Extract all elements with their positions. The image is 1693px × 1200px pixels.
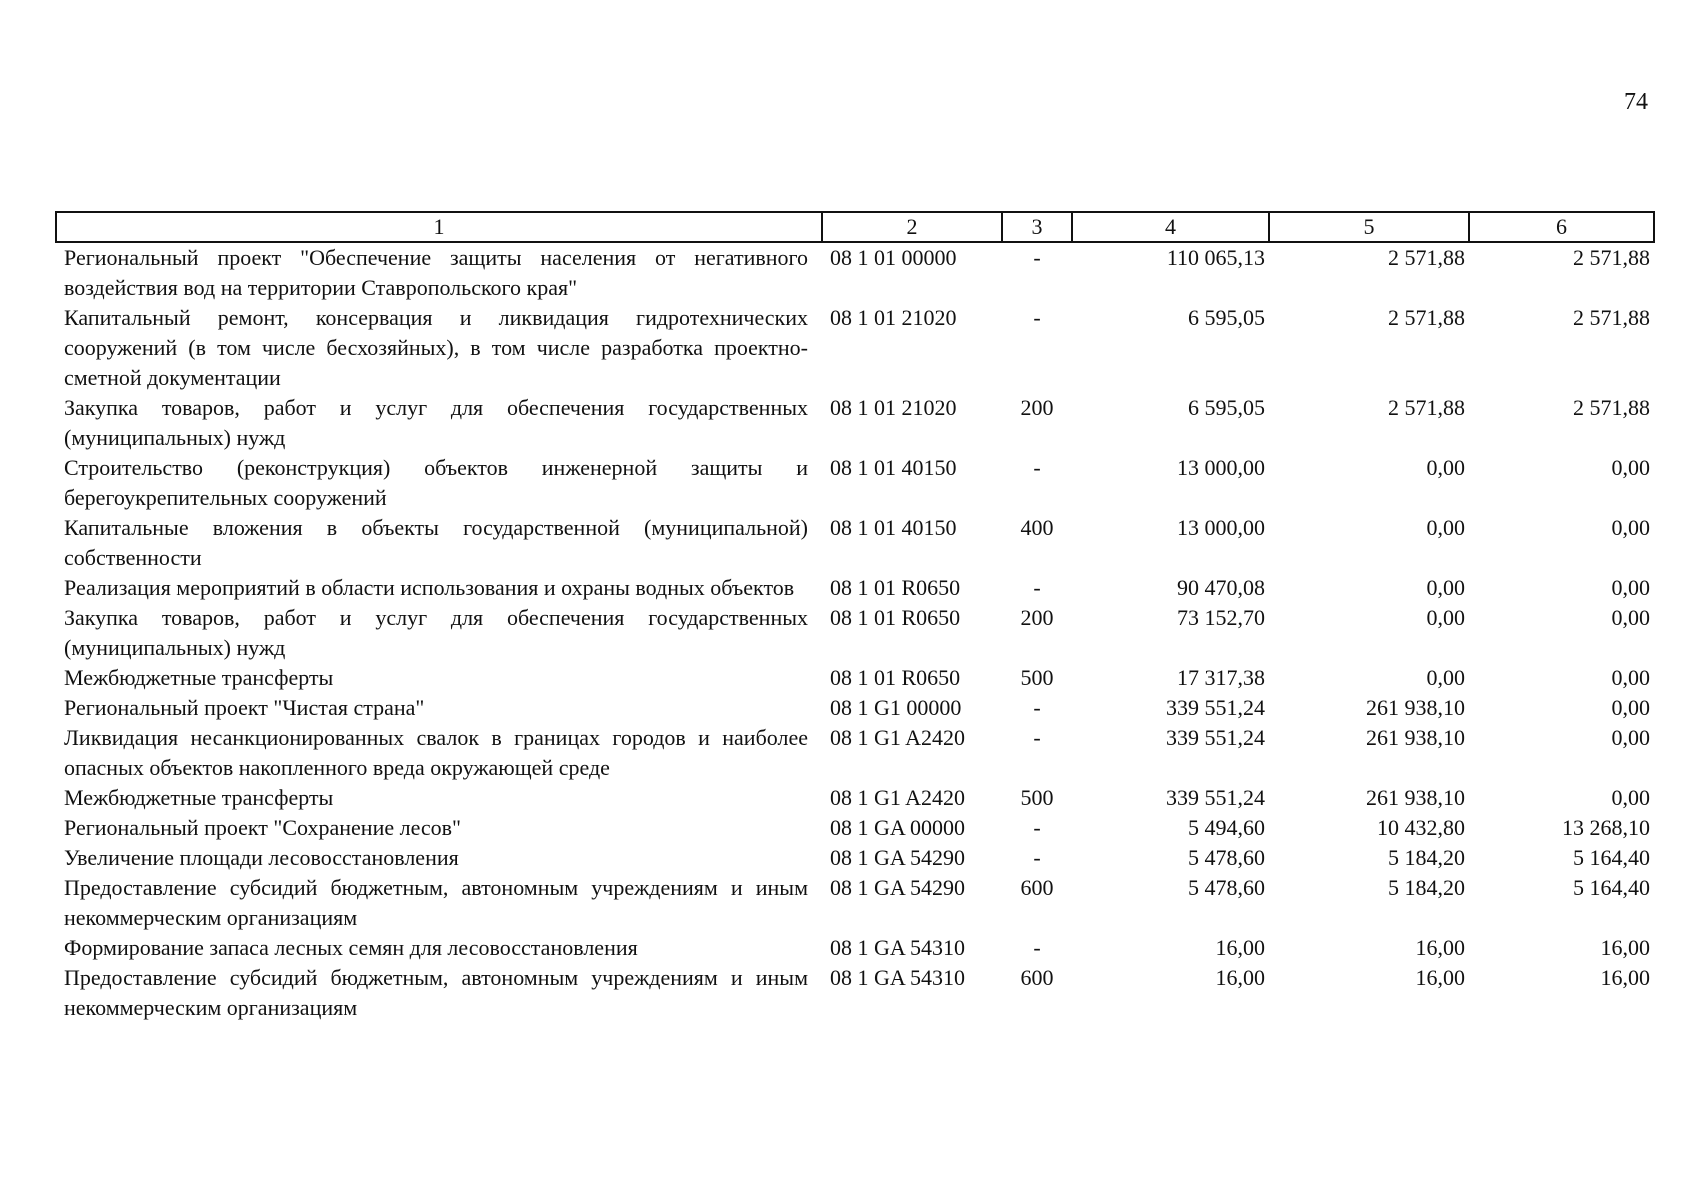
row-name: Региональный проект "Обеспечение защиты населения от негативного воздействия вод на территории Ставропольского края" xyxy=(64,245,808,300)
header-col-3: 3 xyxy=(1002,212,1072,242)
row-expense-type: - xyxy=(1033,575,1041,600)
table-row xyxy=(56,393,1654,453)
row-name: Межбюджетные трансферты xyxy=(64,665,334,690)
table-row xyxy=(56,513,1654,573)
row-code: 08 1 GA 54310 xyxy=(830,965,966,990)
row-name: Капитальные вложения в объекты государственной (муниципальной) собственности xyxy=(64,515,808,570)
row-value-2: 0,00 xyxy=(1426,575,1465,600)
header-col-6: 6 xyxy=(1469,212,1654,242)
table-row xyxy=(56,723,1654,783)
row-expense-type: 400 xyxy=(1020,515,1054,540)
row-value-1: 339 551,24 xyxy=(1166,785,1265,810)
row-code: 08 1 01 R0650 xyxy=(830,665,961,690)
row-code: 08 1 01 R0650 xyxy=(830,575,961,600)
row-name: Региональный проект "Сохранение лесов" xyxy=(64,815,462,840)
table-row xyxy=(56,603,1654,663)
budget-table-container xyxy=(55,211,1653,1023)
row-value-3: 0,00 xyxy=(1611,455,1650,480)
table-row xyxy=(56,963,1654,1023)
table-row xyxy=(56,813,1654,843)
row-expense-type: 200 xyxy=(1020,605,1054,630)
row-value-1: 16,00 xyxy=(1215,935,1265,960)
row-code: 08 1 G1 00000 xyxy=(830,695,962,720)
row-value-1: 5 478,60 xyxy=(1188,875,1265,900)
row-expense-type: - xyxy=(1033,815,1041,840)
table-body xyxy=(56,242,1654,1023)
row-value-1: 16,00 xyxy=(1215,965,1265,990)
row-name: Формирование запаса лесных семян для лесовосстановления xyxy=(64,935,638,960)
row-code: 08 1 GA 54290 xyxy=(830,875,966,900)
table-row xyxy=(56,783,1654,813)
row-value-3: 2 571,88 xyxy=(1573,245,1650,270)
row-name: Капитальный ремонт, консервация и ликвидация гидротехнических сооружений (в том числе бесхозяйных), в том числе разработка проектно-сметной документации xyxy=(64,305,808,390)
row-expense-type: - xyxy=(1033,935,1041,960)
row-value-3: 0,00 xyxy=(1611,695,1650,720)
row-value-2: 5 184,20 xyxy=(1388,845,1465,870)
row-value-2: 16,00 xyxy=(1415,965,1465,990)
row-expense-type: 200 xyxy=(1020,395,1054,420)
row-code: 08 1 01 21020 xyxy=(830,305,957,330)
row-name: Строительство (реконструкция) объектов инженерной защиты и берегоукрепительных сооружений xyxy=(64,455,808,510)
row-name: Увеличение площади лесовосстановления xyxy=(64,845,459,870)
row-name: Закупка товаров, работ и услуг для обеспечения государственных (муниципальных) нужд xyxy=(64,395,808,450)
row-name: Межбюджетные трансферты xyxy=(64,785,334,810)
row-value-1: 339 551,24 xyxy=(1166,725,1265,750)
row-name: Ликвидация несанкционированных свалок в границах городов и наиболее опасных объектов накопленного вреда окружающей среде xyxy=(64,725,808,780)
row-value-3: 0,00 xyxy=(1611,725,1650,750)
table-row xyxy=(56,453,1654,513)
row-name: Предоставление субсидий бюджетным, автономным учреждениям и иным некоммерческим организациям xyxy=(64,965,808,1020)
table-row xyxy=(56,573,1654,603)
row-code: 08 1 01 40150 xyxy=(830,455,957,480)
row-value-3: 2 571,88 xyxy=(1573,305,1650,330)
row-code: 08 1 01 40150 xyxy=(830,515,957,540)
row-expense-type: - xyxy=(1033,455,1041,480)
row-name: Региональный проект "Чистая страна" xyxy=(64,695,425,720)
row-value-3: 0,00 xyxy=(1611,575,1650,600)
budget-table xyxy=(55,211,1655,1023)
row-value-2: 261 938,10 xyxy=(1366,695,1465,720)
row-value-2: 0,00 xyxy=(1426,455,1465,480)
row-name: Закупка товаров, работ и услуг для обеспечения государственных (муниципальных) нужд xyxy=(64,605,808,660)
row-name: Предоставление субсидий бюджетным, автономным учреждениям и иным некоммерческим организациям xyxy=(64,875,808,930)
header-col-4: 4 xyxy=(1072,212,1269,242)
row-expense-type: 500 xyxy=(1020,785,1054,810)
table-row xyxy=(56,663,1654,693)
row-value-1: 90 470,08 xyxy=(1177,575,1265,600)
row-value-3: 0,00 xyxy=(1611,665,1650,690)
row-expense-type: - xyxy=(1033,725,1041,750)
row-value-1: 5 494,60 xyxy=(1188,815,1265,840)
row-value-1: 5 478,60 xyxy=(1188,845,1265,870)
row-value-3: 0,00 xyxy=(1611,605,1650,630)
table-row xyxy=(56,843,1654,873)
row-value-3: 2 571,88 xyxy=(1573,395,1650,420)
row-expense-type: 500 xyxy=(1020,665,1054,690)
header-col-2: 2 xyxy=(822,212,1002,242)
row-expense-type: - xyxy=(1033,245,1041,270)
row-value-3: 16,00 xyxy=(1600,935,1650,960)
row-code: 08 1 01 R0650 xyxy=(830,605,961,630)
row-value-2: 0,00 xyxy=(1426,605,1465,630)
row-value-2: 261 938,10 xyxy=(1366,725,1465,750)
row-value-2: 261 938,10 xyxy=(1366,785,1465,810)
row-code: 08 1 01 00000 xyxy=(830,245,957,270)
row-value-2: 10 432,80 xyxy=(1377,815,1465,840)
row-value-1: 339 551,24 xyxy=(1166,695,1265,720)
row-value-1: 13 000,00 xyxy=(1177,455,1265,480)
table-row xyxy=(56,303,1654,393)
row-expense-type: - xyxy=(1033,845,1041,870)
row-expense-type: 600 xyxy=(1020,965,1054,990)
row-value-2: 5 184,20 xyxy=(1388,875,1465,900)
row-code: 08 1 GA 54310 xyxy=(830,935,966,960)
row-value-3: 13 268,10 xyxy=(1562,815,1650,840)
row-value-1: 17 317,38 xyxy=(1177,665,1265,690)
table-row xyxy=(56,242,1654,303)
row-value-1: 6 595,05 xyxy=(1188,305,1265,330)
row-value-2: 16,00 xyxy=(1415,935,1465,960)
page-number: 74 xyxy=(1624,89,1648,115)
row-value-1: 73 152,70 xyxy=(1177,605,1265,630)
header-col-1: 1 xyxy=(56,212,822,242)
row-code: 08 1 GA 54290 xyxy=(830,845,966,870)
row-value-3: 0,00 xyxy=(1611,515,1650,540)
table-header xyxy=(56,212,1654,242)
row-value-2: 2 571,88 xyxy=(1388,245,1465,270)
row-code: 08 1 01 21020 xyxy=(830,395,957,420)
row-value-2: 0,00 xyxy=(1426,665,1465,690)
row-code: 08 1 G1 A2420 xyxy=(830,725,966,750)
table-row xyxy=(56,933,1654,963)
row-value-3: 0,00 xyxy=(1611,785,1650,810)
row-value-3: 5 164,40 xyxy=(1573,875,1650,900)
row-value-1: 110 065,13 xyxy=(1166,245,1265,270)
row-code: 08 1 GA 00000 xyxy=(830,815,966,840)
table-row xyxy=(56,693,1654,723)
row-value-2: 2 571,88 xyxy=(1388,395,1465,420)
row-expense-type: - xyxy=(1033,305,1041,330)
row-value-2: 0,00 xyxy=(1426,515,1465,540)
row-value-2: 2 571,88 xyxy=(1388,305,1465,330)
row-expense-type: 600 xyxy=(1020,875,1054,900)
table-row xyxy=(56,873,1654,933)
row-expense-type: - xyxy=(1033,695,1041,720)
row-value-1: 6 595,05 xyxy=(1188,395,1265,420)
header-col-5: 5 xyxy=(1269,212,1469,242)
row-name: Реализация мероприятий в области использования и охраны водных объектов xyxy=(64,575,795,600)
header-row xyxy=(56,212,1654,242)
row-value-3: 16,00 xyxy=(1600,965,1650,990)
row-value-3: 5 164,40 xyxy=(1573,845,1650,870)
row-value-1: 13 000,00 xyxy=(1177,515,1265,540)
row-code: 08 1 G1 A2420 xyxy=(830,785,966,810)
